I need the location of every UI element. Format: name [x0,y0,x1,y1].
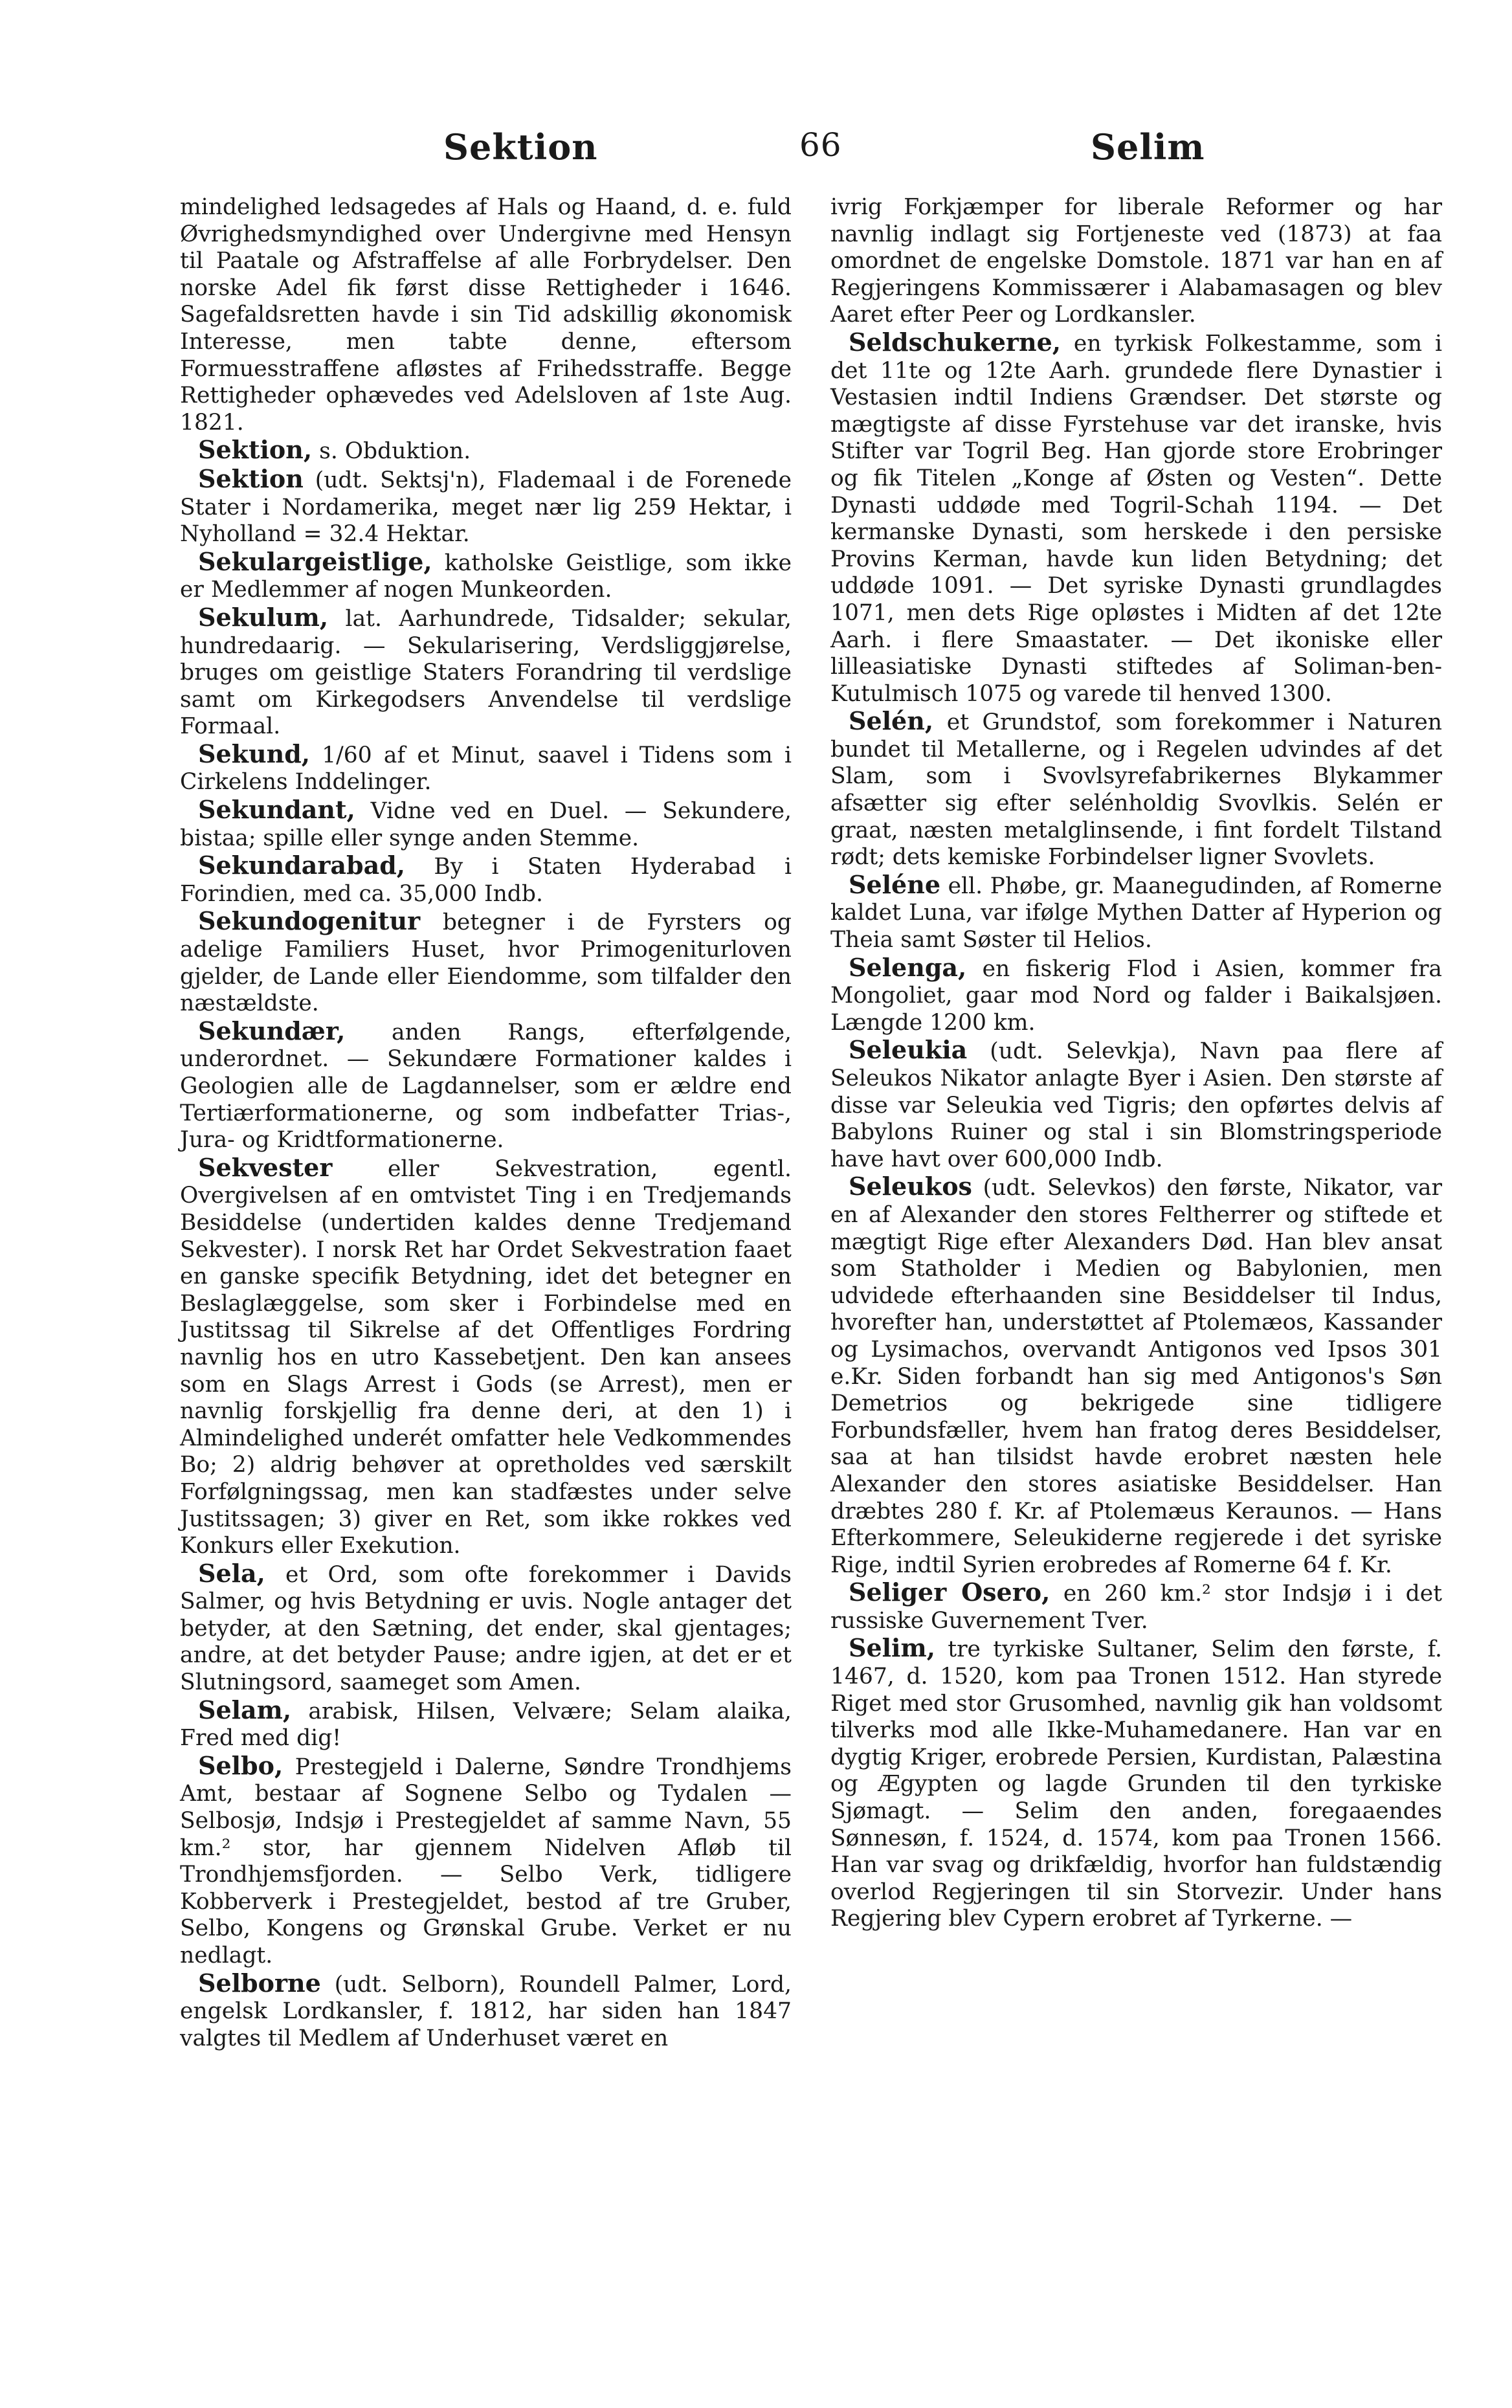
dictionary-entry [830,871,1442,954]
entry-headword: Seleukos [849,1172,972,1201]
entry-headword: Seléne [849,869,941,899]
entry-headword: Selbo, [198,1750,284,1780]
dictionary-entry [830,1173,1442,1579]
entry-definition: (udt. Selevkja), Navn paa flere af Seleukos Nikator anlagte Byer i Asien. Den største af disse var Seleukia ved Tigris; den opførtes delvis af Babylons Ruiner og stal i sin Blomstringsperiode have havt over 600,000 Indb. [830,1038,1443,1172]
entry-definition: 1/60 af et Minut, saavel i Tidens som i Cirkelens Inddelinger. [180,742,792,796]
entry-definition: katholske Geistlige, som ikke er Medlemmer af nogen Munkeorden. [180,550,792,603]
entry-definition: en 260 km.² stor Indsjø i i det russiske Guvernement Tver. [830,1581,1442,1634]
entry-headword: Sekvester [198,1152,333,1182]
entry-headword: Sekundant, [198,795,355,825]
dictionary-entry [830,1634,1442,1933]
entry-headword: Selam, [198,1695,292,1724]
entry-definition: lat. Aarhundrede, Tidsalder; sekular, hundredaarig. — Sekularisering, Verdsliggjørelse, bruges om geistlige Staters Forandring til verdslige samt om Kirkegodsers Anvendelse til verdslige Formaal. [180,605,792,740]
entry-headword: Sekundarabad, [198,851,406,880]
entry-definition: Vidne ved en Duel. — Sekundere, bistaa; spille eller synge anden Stemme. [180,798,792,851]
entry-headword: Sela, [198,1558,265,1588]
dictionary-entry [830,954,1442,1037]
dictionary-entry [180,1697,792,1752]
entry-definition: et Grundstof, som forekommer i Naturen bundet til Metallerne, og i Regelen udvindes af det Slam, som i Svovlsyrefabrikernes Blykammer afsætter sig efter selénholdig Svovlkis. Selén er graat, næsten metalglinsende, i fint fordelt Tilstand rødt; dets kemiske Forbindelser ligner Svovlets. [830,709,1442,871]
entry-definition: s. Obduktion. [319,438,471,465]
dictionary-entry [180,194,792,436]
entry-headword: Sekundær, [198,1016,346,1045]
entry-headword: Selén, [849,706,934,736]
entry-headword: Seleukia [849,1035,968,1065]
dictionary-entry [180,1970,792,2053]
entry-definition: en fiskerig Flod i Asien, kommer fra Mongoliet, gaar mod Nord og falder i Baikalsjøen. Længde 1200 km. [830,955,1443,1036]
dictionary-entry [180,604,792,741]
dictionary-entry [830,708,1442,871]
dictionary-entry [180,548,792,604]
entry-definition: anden Rangs, efterfølgende, underordnet. — Sekundære Formationer kaldes i Geologien alle de Lagdannelser, som er ældre end Tertiærformationerne, og som indbefatter Trias-, Jura- og Kridtformationerne. [180,1019,792,1154]
entry-definition: mindelighed ledsagedes af Hals og Haand, d. e. fuld Øvrighedsmyndighed over Undergivne med Hensyn til Paatale og Afstraffelse af alle Forbrydelser. Den norske Adel fik først disse Rettigheder i 1646. Sagefaldsretten havde i sin Tid adskillig økonomisk Interesse, men tabte denne, eftersom Formuesstraffene afløstes af Frihedsstraffe. Begge Rettigheder ophævedes ved Adelsloven af 1ste Aug. 1821. [180,194,792,436]
entry-headword: Seliger Osero, [849,1577,1051,1607]
entry-definition: By i Staten Hyderabad i Forindien, med ca. 35,000 Indb. [180,854,792,907]
dictionary-entry [180,436,792,465]
entry-definition: et Ord, som ofte forekommer i Davids Salmer, og hvis Betydning er uvis. Nogle antager det betyder, at den Sætning, det ender, skal gjentages; andre, at det betyder Pause; andre igjen, at det er et Slutningsord, saameget som Amen. [180,1561,792,1696]
entry-headword: Selborne [198,1968,321,1998]
dictionary-entry [830,1579,1442,1634]
left-column [180,194,792,2052]
entry-definition: en tyrkisk Folkestamme, som i det 11te og 12te Aarh. grundede flere Dynastier i Vestasien indtil Indiens Grændser. Det største og mægtigste af disse Fyrstehuse var det iranske, hvis Stifter var Togril Beg. Han gjorde store Erobringer og fik Titelen „Konge af Østen og Vesten“. Dette Dynasti uddøde med Togril-Schah 1194. — Det kermanske Dynasti, som herskede i den persiske Provins Kerman, havde kun liden Betydning; det uddøde 1091. — Det syriske Dynasti grundlagdes 1071, men dets Rige opløstes i Midten af det 12te Aarh. i flere Smaastater. — Det ikoniske eller lilleasiatiske Dynasti stiftedes af Soliman-ben-Kutulmisch 1075 og varede til henved 1300. [830,330,1442,707]
entry-definition: ell. Phøbe, gr. Maanegudinden, af Romerne kaldet Luna, var ifølge Mythen Datter af Hyperion og Theia samt Søster til Helios. [830,873,1443,953]
page-header [172,126,1356,178]
entry-headword: Sekundogenitur [198,906,421,936]
dictionary-entry [180,1560,792,1697]
header-right-keyword: Selim [1091,126,1205,168]
entry-definition: (udt. Selborn), Roundell Palmer, Lord, engelsk Lordkansler, f. 1812, har siden han 1847 valgtes til Medlem af Underhuset været en [180,1971,792,2051]
dictionary-entry [180,1154,792,1560]
entry-headword: Seldschukerne, [849,327,1061,357]
header-left-keyword: Sektion [443,126,598,168]
dictionary-entry [180,908,792,1017]
entry-definition: (udt. Sektsj'n), Flademaal i de Forenede Stater i Nordamerika, meget nær lig 259 Hektar, i Nyholland = 32.4 Hektar. [180,467,792,548]
entry-definition: eller Sekvestration, egentl. Overgivelsen af en omtvistet Ting i en Tredjemands Besiddelse (undertiden kaldes denne Tredjemand Sekvester). I norsk Ret har Ordet Sekvestration faaet en ganske specifik Betydning, idet det betegner en Beslaglæggelse, som sker i Forbindelse med en Justitssag til Sikrelse af det Offentliges Fordring navnlig hos en utro Kassebetjent. Den kan ansees som en Slags Arrest i Gods (se Arrest), men er navnlig forskjellig fra denne deri, at den 1) i Almindelighed underét omfatter hele Vedkommendes Bo; 2) aldrig behøver at opretholdes ved særskilt Forfølgningssag, men kan stadfæstes under selve Justitssagen; 3) giver en Ret, som ikke rokkes ved Konkurs eller Exekution. [180,1155,792,1559]
entry-headword: Sektion [198,463,304,493]
entry-headword: Sekulargeistlige, [198,546,432,576]
entry-headword: Sekulum, [198,602,329,632]
dictionary-entry [180,796,792,852]
entry-definition: ivrig Forkjæmper for liberale Reformer og har navnlig indlagt sig Fortjeneste ved (1873) at faa omordnet de engelske Domstole. 1871 var han en af Regjeringens Kommissærer i Alabamasagen og blev Aaret efter Peer og Lordkansler. [830,194,1442,328]
entry-definition: Prestegjeld i Dalerne, Søndre Trondhjems Amt, bestaar af Sognene Selbo og Tydalen — Selbosjø, Indsjø i Prestegjeldet af samme Navn, 55 km.² stor, har gjennem Nidelven Afløb til Trondhjemsfjorden. — Selbo Verk, tidligere Kobberverk i Prestegjeldet, bestod af tre Gruber, Selbo, Kongens og Grønskal Grube. Verket er nu nedlagt. [180,1754,792,1968]
entry-headword: Sektion, [198,435,313,465]
entry-definition: betegner i de Fyrsters og adelige Familiers Huset, hvor Primogeniturloven gjelder, de Lande eller Eiendomme, som tilfalder den næstældste. [180,909,792,1017]
dictionary-entry [180,741,792,796]
dictionary-entry [180,852,792,908]
dictionary-entry [180,465,792,548]
dictionary-entry [830,194,1442,329]
page-number: 66 [799,126,842,164]
entry-definition: tre tyrkiske Sultaner, Selim den første, f. 1467, d. 1520, kom paa Tronen 1512. Han styrede Riget med stor Grusomhed, navnlig gik han voldsomt tilverks mod alle Ikke-Muhamedanere. Han var en dygtig Kriger, erobrede Persien, Kurdistan, Palæstina og Ægypten og lagde Grunden til den tyrkiske Sjømagt. — Selim den anden, foregaaendes Sønnesøn, f. 1524, d. 1574, kom paa Tronen 1566. Han var svag og drikfældig, hvorfor han fuldstændig overlod Regjeringen til sin Storvezir. Under hans Regjering blev Cypern erobret af Tyrkerne. — [830,1636,1442,1932]
entry-definition: (udt. Selevkos) den første, Nikator, var en af Alexander den stores Feltherrer og stiftede et mægtigt Rige efter Alexanders Død. Han blev ansat som Statholder i Medien og Babylonien, men udvidede efterhaanden sine Besiddelser til Indus, hvorefter han, understøttet af Ptolemæos, Kassander og Lysimachos, overvandt Antigonos ved Ipsos 301 e.Kr. Siden forbandt han sig med Antigonos's Søn Demetrios og bekrigede sine tidligere Forbundsfæller, hvem han fratog deres Besiddelser, saa at han tilsidst havde erobret næsten hele Alexander den stores asiatiske Besiddelser. Han dræbtes 280 f. Kr. af Ptolemæus Keraunos. — Hans Efterkommere, Seleukiderne regjerede i det syriske Rige, indtil Syrien erobredes af Romerne 64 f. Kr. [830,1175,1442,1578]
entry-headword: Selenga, [849,952,967,982]
entry-headword: Selim, [849,1633,935,1663]
dictionary-entry [180,1752,792,1970]
dictionary-entry [180,1018,792,1154]
entry-headword: Sekund, [198,739,311,768]
dictionary-entry [830,1036,1442,1173]
dictionary-entry [830,329,1442,708]
entry-definition: arabisk, Hilsen, Velvære; Selam alaika, Fred med dig! [180,1698,792,1752]
right-column [830,194,1442,1933]
